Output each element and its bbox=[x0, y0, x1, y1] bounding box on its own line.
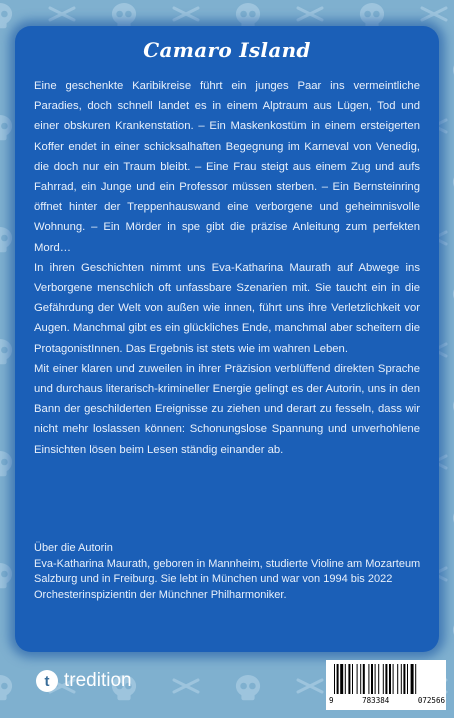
skull-icon bbox=[0, 227, 12, 252]
skull-icon bbox=[236, 3, 260, 28]
publisher-name: tredition bbox=[64, 670, 132, 691]
crossbones-icon bbox=[298, 8, 322, 20]
about-text: Eva-Katharina Maurath, geboren in Mannheim, studierte Violine am Mozarteum Salzburg und in Freiburg. Sie lebt in München und war von 1994 bis 2022 Orchesterinspizientin der Münchner Philharmoniker. bbox=[34, 557, 421, 601]
crossbones-icon bbox=[298, 680, 322, 692]
skull-icon bbox=[0, 563, 12, 588]
skull-icon bbox=[0, 339, 12, 364]
skull-icon bbox=[360, 3, 384, 28]
blurb bbox=[34, 76, 420, 460]
blurb-paragraph-3: Mit einer klaren und zuweilen in ihrer Präzision verblüffend direkten Sprache und durchaus literarisch-krimineller Energie gelingt es der Autorin, uns in den Bann der geschilderten Ereignisse zu ziehen und derart zu fesseln, dass wir nicht mehr loslassen können: Schonungslose Spannung und unverhohlene Einsichten lösen beim Lesen ständig einander ab. bbox=[34, 362, 420, 456]
barcode-bars bbox=[332, 664, 440, 696]
blurb-paragraph-2: In ihren Geschichten nimmt uns Eva-Katharina Maurath auf Abwege ins Verborgene menschlich oft unfassbare Szenarien mit. Sie taucht ein in die Gefährdung der Welt von außen wie innen, führt uns ihre Verletzlichkeit vor Augen. Manchmal gibt es ein glückliches Ende, manchmal aber scheitern die ProtagonistInnen. Das Ergebnis ist stets wie im wahren Leben. bbox=[34, 261, 420, 355]
skull-icon bbox=[0, 451, 12, 476]
crossbones-icon bbox=[174, 8, 198, 20]
about-heading: Über die Autorin bbox=[34, 542, 113, 554]
crossbones-icon bbox=[50, 8, 74, 20]
barcode-digit-lead: 9 bbox=[329, 696, 334, 705]
skull-icon bbox=[0, 115, 12, 140]
crossbones-icon bbox=[174, 680, 198, 692]
crossbones-icon bbox=[422, 8, 446, 20]
isbn-barcode bbox=[326, 660, 446, 710]
barcode-digits bbox=[329, 696, 445, 705]
skull-icon bbox=[0, 3, 12, 28]
skull-icon bbox=[112, 3, 136, 28]
about-author bbox=[34, 541, 424, 603]
blurb-paragraph-1: Eine geschenkte Karibikreise führt ein junges Paar ins vermeintliche Paradies, doch schnell landet es in einem Alptraum aus Lügen, Tod und einer obskuren Krankenstation. – Ein Maskenkostüm in einem ersteigerten Koffer endet in einer schicksalhaften Begegnung im Karneval von Venedig, die doch nur ein Traum bleibt. – Eine Frau steigt aus einem Zug und aufs Fahrrad, ein Junge und ein Professor müssen sterben. – Ein Bernsteinring öffnet hinter der Treppenhauswand eine verborgene und geheimnisvolle Wohnung. – Ein Mörder in spe gibt die präzise Anleitung zum perfekten Mord… bbox=[34, 80, 420, 254]
book-title: Camaro Island bbox=[143, 38, 311, 62]
skull-icon bbox=[236, 675, 260, 700]
tredition-logo-icon: t bbox=[36, 670, 58, 692]
skull-icon bbox=[0, 675, 12, 700]
publisher-logo bbox=[36, 670, 132, 692]
barcode-digit-group-2: 072566 bbox=[417, 696, 445, 705]
barcode-digit-group-1: 783384 bbox=[362, 696, 390, 705]
